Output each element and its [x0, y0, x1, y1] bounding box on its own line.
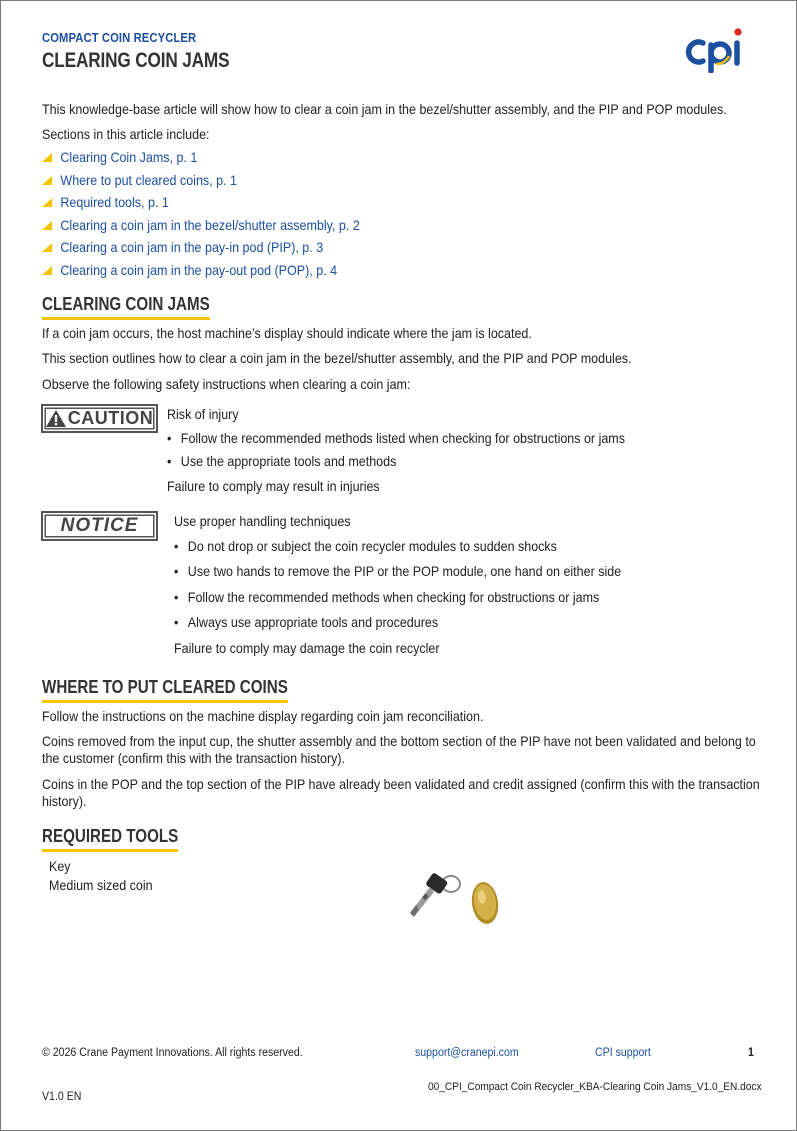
notice-title: Use proper handling techniques [174, 514, 351, 529]
paragraph: This section outlines how to clear a coin jam in the bezel/shutter assembly, and the PIP and POP modules. [42, 351, 632, 366]
toc-item[interactable] [42, 217, 360, 234]
toc-item[interactable] [42, 149, 197, 166]
caution-badge [41, 404, 158, 433]
tool-item: Key [49, 859, 71, 874]
caution-footer: Failure to comply may result in injuries [167, 479, 380, 494]
document-kicker: COMPACT COIN RECYCLER [42, 31, 197, 45]
notice-bullet: • Use two hands to remove the PIP or the POP module, one hand on either side [174, 563, 621, 580]
bullet-triangle-icon [42, 198, 52, 207]
notice-bullet: • Always use appropriate tools and procedures [174, 614, 438, 631]
bullet-triangle-icon [42, 266, 52, 275]
bullet-triangle-icon [42, 176, 52, 185]
copyright: © 2026 Crane Payment Innovations. All rights reserved. [42, 1047, 303, 1059]
paragraph: history). [42, 794, 87, 809]
key-icon [404, 867, 462, 921]
toc-item[interactable] [42, 194, 169, 211]
caution-title: Risk of injury [167, 407, 239, 422]
cpi-support-link[interactable]: CPI support [595, 1047, 651, 1059]
page-number: 1 [748, 1047, 754, 1059]
file-name: 00_CPI_Compact Coin Recycler_KBA-Clearing Coin Jams_V1.0_EN.docx [428, 1081, 762, 1093]
toc-link[interactable]: Required tools, p. 1 [60, 195, 169, 210]
intro-text: This knowledge-base article will show how to clear a coin jam in the bezel/shutter assembly, and the PIP and POP modules. [42, 102, 727, 117]
version-label: V1.0 EN [42, 1091, 82, 1103]
section-heading-tools: REQUIRED TOOLS [42, 825, 178, 852]
toc-link[interactable]: Clearing a coin jam in the bezel/shutter assembly, p. 2 [60, 218, 360, 233]
toc-link[interactable]: Clearing a coin jam in the pay-in pod (PIP), p. 3 [60, 240, 324, 255]
bullet-triangle-icon [42, 243, 52, 252]
document-title: CLEARING COIN JAMS [42, 49, 230, 72]
bullet-triangle-icon [42, 221, 52, 230]
toc-item[interactable] [42, 239, 323, 256]
caution-bullet: • Use the appropriate tools and methods [167, 453, 396, 470]
toc-link[interactable]: Clearing a coin jam in the pay-out pod (POP), p. 4 [60, 263, 338, 278]
coin-icon [467, 877, 503, 927]
sections-intro: Sections in this article include: [42, 127, 210, 142]
bullet-triangle-icon [42, 153, 52, 162]
tool-item: Medium sized coin [49, 878, 153, 893]
toc-link[interactable]: Where to put cleared coins, p. 1 [60, 173, 237, 188]
notice-label: NOTICE [60, 515, 139, 536]
section-heading-where: WHERE TO PUT CLEARED COINS [42, 676, 288, 703]
notice-footer: Failure to comply may damage the coin recycler [174, 641, 440, 656]
paragraph: If a coin jam occurs, the host machine’s display should indicate where the jam is located. [42, 326, 532, 341]
caution-label: CAUTION [67, 408, 154, 428]
cpi-logo [677, 23, 757, 73]
paragraph: Observe the following safety instructions when clearing a coin jam: [42, 377, 411, 392]
toc-item[interactable] [42, 172, 237, 189]
paragraph: Coins in the POP and the top section of the PIP have already been validated and credit assigned (confirm this with the transaction [42, 777, 760, 792]
caution-bullet: • Follow the recommended methods listed when checking for obstructions or jams [167, 430, 625, 447]
section-heading-clearing: CLEARING COIN JAMS [42, 293, 210, 320]
paragraph: Coins removed from the input cup, the shutter assembly and the bottom section of the PIP have not been validated and belong to [42, 734, 756, 749]
toc-item[interactable] [42, 262, 337, 279]
notice-bullet: • Do not drop or subject the coin recycler modules to sudden shocks [174, 538, 557, 555]
toc-link[interactable]: Clearing Coin Jams, p. 1 [60, 150, 198, 165]
paragraph: Follow the instructions on the machine display regarding coin jam reconciliation. [42, 709, 484, 724]
notice-badge [41, 511, 158, 541]
support-email-link[interactable]: support@cranepi.com [415, 1047, 519, 1059]
warning-triangle-icon [46, 410, 66, 427]
paragraph: the customer (confirm this with the transaction history). [42, 751, 346, 766]
notice-bullet: • Follow the recommended methods when checking for obstructions or jams [174, 589, 599, 606]
